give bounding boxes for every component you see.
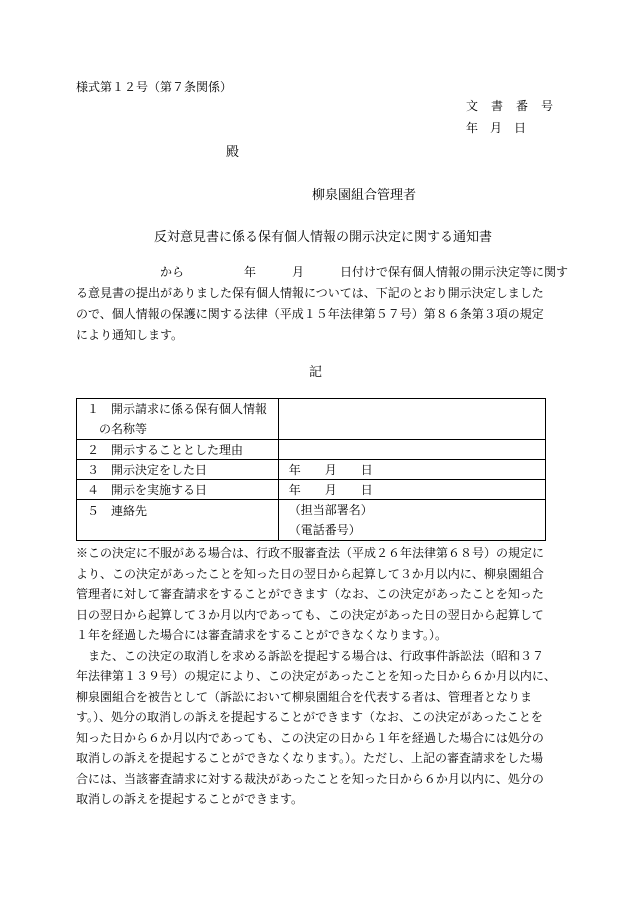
row-label-line: １ 開示請求に係る保有個人情報 [87,402,268,416]
row-value: 年 月 日 [278,480,545,500]
document-number-label: 文書番号 [466,99,567,113]
document-title: 反対意見書に係る保有個人情報の開示決定に関する通知書 [154,230,493,245]
table-row [77,500,546,541]
row-label: ２ 開示することとした理由 [77,440,279,460]
notes-line: 年法律第１３９号）の規定により、この決定があったことを知った日から６か月以内に、 [76,669,556,683]
row-label [77,399,279,440]
row-value [278,399,545,440]
notes-line: 取消しの訴えを提起することができなくなります。）。ただし、上記の審査請求をした場 [76,751,544,765]
row-label: ４ 開示を実施する日 [77,480,279,500]
intro-paragraph [76,262,569,346]
addressee-honorific: 殿 [226,145,240,160]
intro-line: る意見書の提出がありました保有個人情報については、下記のとおり開示決定しました [76,286,544,300]
notes-line: 取消しの訴えを提起することができます。 [76,792,304,806]
issuer-name: 柳泉園組合管理者 [312,188,417,203]
row-label: ５ 連絡先 [77,500,279,541]
table-row [77,440,546,460]
row-value [278,440,545,460]
table-row [77,460,546,480]
notes-line: １年を経過した場合には審査請求をすることができなくなります。）。 [76,628,448,642]
row-value [278,500,545,541]
notes-line: 合には、当該審査請求に対する裁決があったことを知った日から６か月以内に、処分の [76,771,544,786]
ki-heading: 記 [309,365,323,380]
form-number: 様式第１２号（第７条関係） [76,80,233,94]
notes-line: す。）、処分の取消しの訴えを提起することができます（なお、この決定があったことを [76,710,543,724]
intro-line: ので、個人情報の保護に関する法律（平成１５年法律第５７号）第８６条第３項の規定 [76,307,544,321]
row-label-line: の名称等 [87,422,148,436]
intro-line: により通知します。 [76,328,184,342]
notes-line: 知った日から６か月以内であっても、この決定の日から１年を経過した場合には処分の [76,730,544,745]
date-label: 年 月 日 [466,121,527,135]
notes-line: ※この決定に不服がある場合は、行政不服審査法（平成２６年法律第６８号）の規定に [76,546,545,560]
contact-phone: （電話番号） [288,523,361,537]
notes-line: より、この決定があったことを知った日の翌日から起算して３か月以内に、柳泉園組合 [76,566,544,581]
info-table [76,398,546,541]
table-row [77,480,546,500]
row-value: 年 月 日 [278,460,545,480]
notes-line: 管理者に対して審査請求をすることができます（なお、この決定があったことを知った [76,587,544,601]
notes-line: 柳泉園組合を被告として（訴訟において柳泉園組合を代表する者は、管理者となりま [76,689,533,704]
table-row [77,399,546,440]
intro-line: から 年 月 日付けで保有個人情報の開示決定等に関す [76,265,569,279]
notes-line: また、この決定の取消しを求める訴訟を提起する場合は、行政事件訴訟法（昭和３７ [76,648,545,663]
notes-section [76,543,556,810]
contact-department: （担当部署名） [288,503,373,517]
row-label: ３ 開示決定をした日 [77,460,279,480]
notes-line: 日の翌日から起算して３か月以内であっても、この決定があった日の翌日から起算して [76,607,544,622]
